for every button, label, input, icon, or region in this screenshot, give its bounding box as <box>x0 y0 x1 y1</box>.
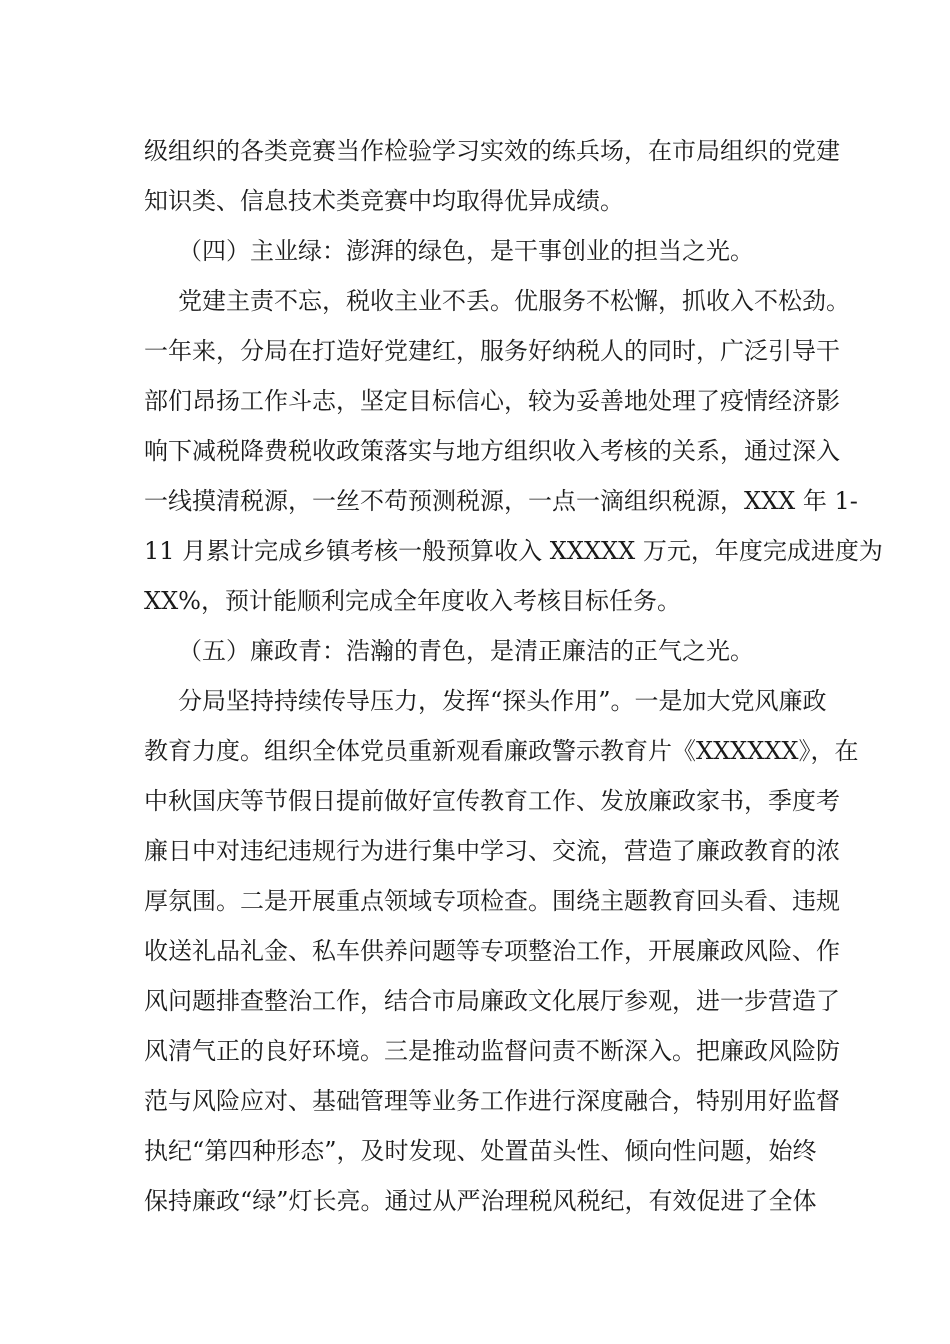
body-text-line: 教育力度。组织全体党员重新观看廉政警示教育片《XXXXXX》，在 <box>144 737 859 765</box>
body-text-line: 一年来，分局在打造好党建红，服务好纳税人的同时，广泛引导干 <box>144 337 840 365</box>
body-text-line: 风问题排查整治工作，结合市局廉政文化展厅参观，进一步营造了 <box>144 987 840 1015</box>
body-text-line: 保持廉政“绿”灯长亮。通过从严治理税风税纪，有效促进了全体 <box>144 1187 817 1215</box>
body-text-line: 范与风险应对、基础管理等业务工作进行深度融合，特别用好监督 <box>144 1087 840 1115</box>
body-text-line: 知识类、信息技术类竞赛中均取得优异成绩。 <box>144 187 624 215</box>
body-text-line: XX%，预计能顺利完成全年度收入考核目标任务。 <box>144 587 681 615</box>
section-heading: （四）主业绿：澎湃的绿色，是干事创业的担当之光。 <box>178 237 754 265</box>
body-text-line: 一线摸清税源，一丝不苟预测税源，一点一滴组织税源，XXX 年 1- <box>144 487 858 515</box>
section-heading: （五）廉政青：浩瀚的青色，是清正廉洁的正气之光。 <box>178 637 754 665</box>
body-text-line: 党建主责不忘，税收主业不丢。优服务不松懈，抓收入不松劲。 <box>178 287 850 315</box>
body-text-line: 分局坚持持续传导压力，发挥“探头作用”。一是加大党风廉政 <box>178 687 827 715</box>
body-text-line: 11 月累计完成乡镇考核一般预算收入 XXXXX 万元，年度完成进度为 <box>144 537 883 565</box>
body-text-line: 级组织的各类竞赛当作检验学习实效的练兵场，在市局组织的党建 <box>144 137 840 165</box>
body-text-line: 廉日中对违纪违规行为进行集中学习、交流，营造了廉政教育的浓 <box>144 837 840 865</box>
body-text-line: 响下减税降费税收政策落实与地方组织收入考核的关系，通过深入 <box>144 437 840 465</box>
body-text-line: 部们昂扬工作斗志，坚定目标信心，较为妥善地处理了疫情经济影 <box>144 387 840 415</box>
body-text-line: 收送礼品礼金、私车供养问题等专项整治工作，开展廉政风险、作 <box>144 937 840 965</box>
body-text-line: 风清气正的良好环境。三是推动监督问责不断深入。把廉政风险防 <box>144 1037 840 1065</box>
body-text-line: 中秋国庆等节假日提前做好宣传教育工作、发放廉政家书，季度考 <box>144 787 840 815</box>
body-text-line: 执纪“第四种形态”，及时发现、处置苗头性、倾向性问题，始终 <box>144 1137 817 1165</box>
body-text-line: 厚氛围。二是开展重点领域专项检查。围绕主题教育回头看、违规 <box>144 887 840 915</box>
